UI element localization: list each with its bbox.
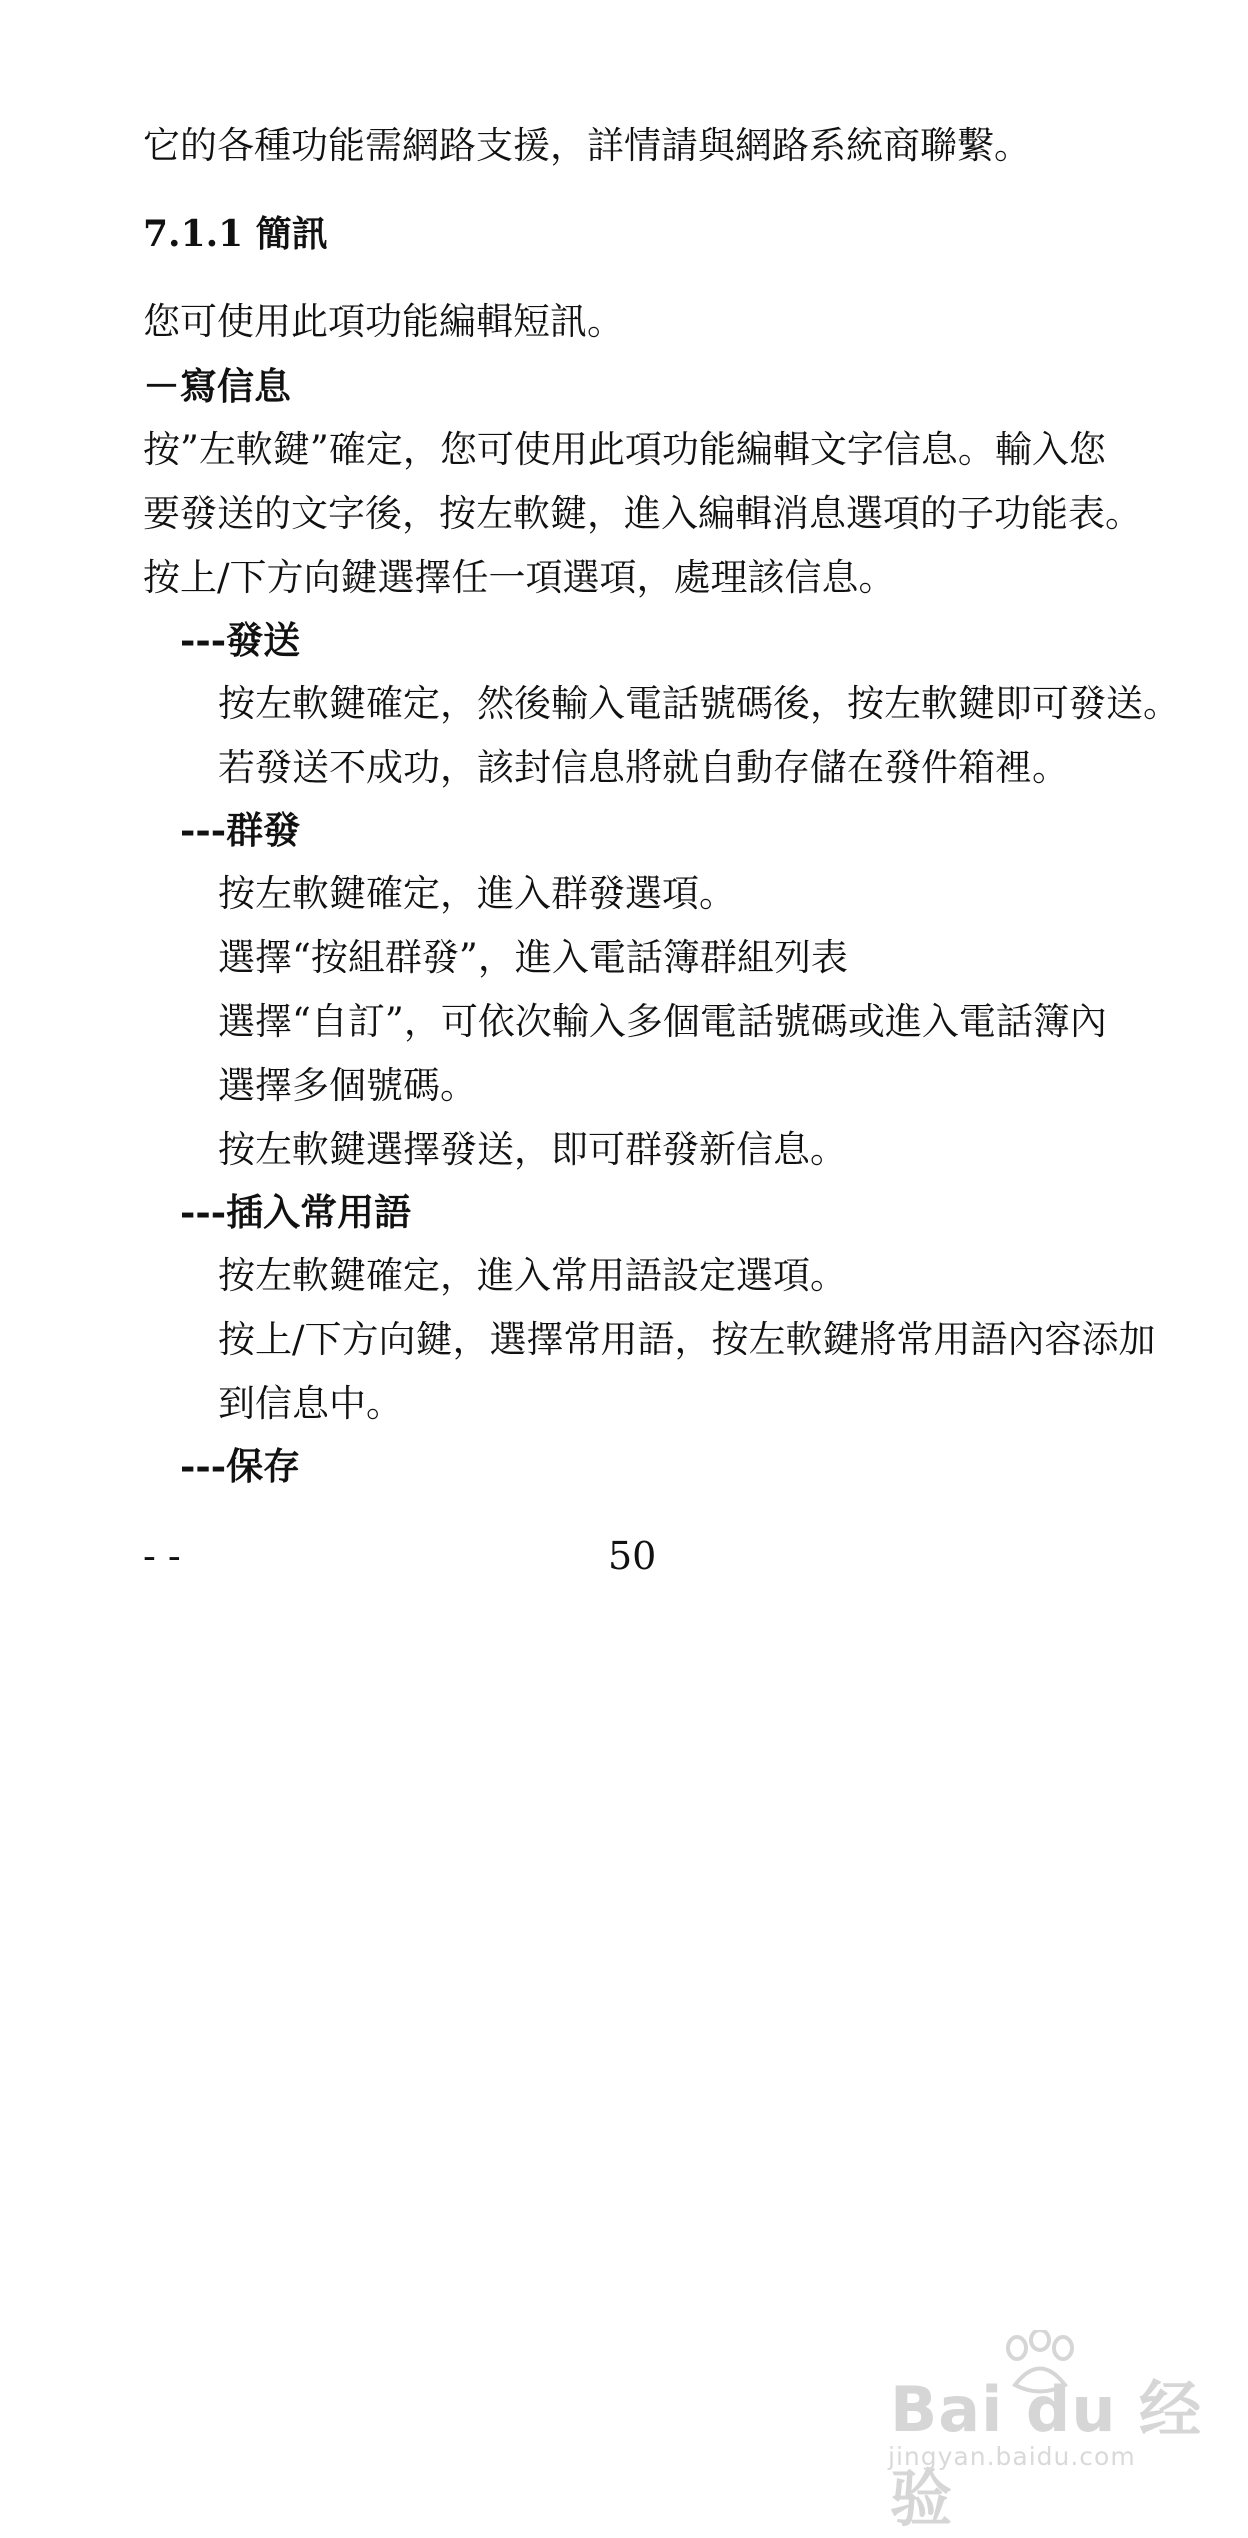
body-line: 按”左軟鍵”確定，您可使用此項功能編輯文字信息。輸入您 [143, 428, 1106, 471]
item-text: 按左軟鍵確定，進入群發選項。 [218, 872, 736, 915]
item-heading-save: ---保存 [180, 1444, 301, 1488]
watermark-logo: Bai du 经验 [890, 2373, 1203, 2535]
item-heading-insert-phrase: ---插入常用語 [180, 1190, 412, 1234]
section-intro: 您可使用此項功能編輯短訊。 [143, 300, 624, 343]
item-text: 到信息中。 [218, 1382, 403, 1425]
item-text: 按左軟鍵確定，進入常用語設定選項。 [218, 1254, 847, 1297]
intro-line: 它的各種功能需網路支援，詳情請與網路系統商聯繫。 [143, 124, 1031, 167]
item-text: 選擇多個號碼。 [218, 1064, 477, 1107]
footer-dashes: - - [143, 1534, 181, 1578]
item-heading-send: ---發送 [180, 618, 301, 662]
body-line: 要發送的文字後，按左軟鍵，進入編輯消息選項的子功能表。 [143, 492, 1142, 535]
body-line: 按上/下方向鍵選擇任一項選項，處理該信息。 [143, 556, 896, 599]
item-text: 按左軟鍵選擇發送，即可群發新信息。 [218, 1128, 847, 1171]
section-heading: 7.1.1 簡訊 [143, 213, 328, 255]
item-text: 若發送不成功，該封信息將就自動存儲在發件箱裡。 [218, 746, 1069, 789]
item-text: 按上/下方向鍵，選擇常用語，按左軟鍵將常用語內容添加 [218, 1318, 1156, 1361]
item-text: 按左軟鍵確定，然後輸入電話號碼後，按左軟鍵即可發送。 [218, 682, 1180, 725]
page-number: 50 [608, 1534, 657, 1578]
item-heading-group-send: ---群發 [180, 808, 301, 852]
item-text: 選擇“自訂”，可依次輸入多個電話號碼或進入電話簿內 [218, 1000, 1107, 1043]
watermark-url: jingyan.baidu.com [888, 2442, 1136, 2471]
watermark [880, 2330, 1210, 2535]
item-text: 選擇“按組群發”，進入電話簿群組列表 [218, 936, 848, 979]
subsection-write-message: －寫信息 [143, 364, 291, 408]
